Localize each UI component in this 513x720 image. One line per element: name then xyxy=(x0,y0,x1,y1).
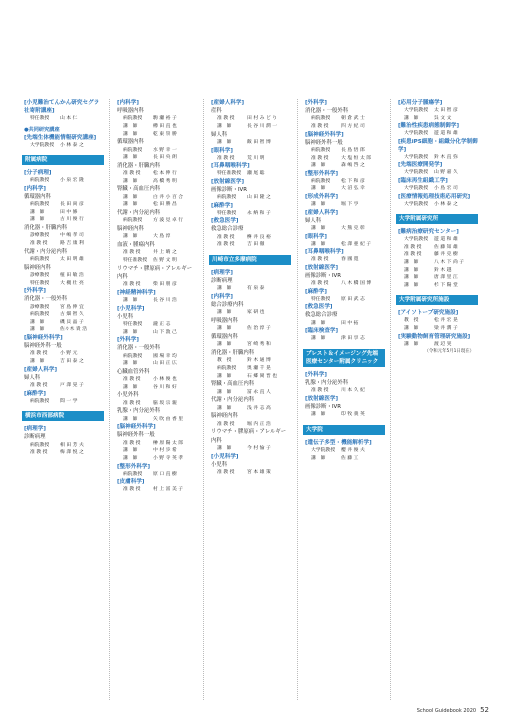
section-title: [形成外科学] xyxy=(305,193,339,200)
subsection-title: 救急総合診療 xyxy=(211,226,244,233)
section-title: [麻酔学] xyxy=(305,288,327,295)
subsection-title: 消化器・一般外科 xyxy=(117,345,161,352)
staff-entry: 特任教授 永 納 和 子 xyxy=(217,210,271,216)
staff-entry: 講 師 高 橋 秀 明 xyxy=(123,178,177,184)
section-title: [整形外科学] xyxy=(117,463,151,470)
staff-entry: 講 師 白 井 小 百 合 xyxy=(123,194,184,200)
staff-entry: 講 師 中 村 歩 希 xyxy=(123,448,177,454)
staff-entry: 病院教授 太 田 明 雄 xyxy=(30,256,84,262)
staff-entry: 大学院教授 遊 道 和 雄 xyxy=(404,131,458,137)
staff-entry: 講 師 樽 田 直 也 xyxy=(123,124,177,129)
staff-entry: 講 師 山 田 正 広 xyxy=(123,361,177,367)
date-note: （令和元年5月1日現在） xyxy=(424,349,474,355)
subsection-title: 消化器・肝臓内科 xyxy=(24,224,68,231)
subsection-title: 画像診断・IVR xyxy=(305,272,341,279)
staff-entry: 准 教 授 荒 川 明 xyxy=(217,155,265,161)
staff-entry: 病院教授 國 場 幸 均 xyxy=(123,353,177,359)
staff-entry: 診療教授 宮 島 伸 宜 xyxy=(30,304,84,310)
staff-entry: 講 師 大 沼 弘 幸 xyxy=(311,186,365,192)
section-title: [アイソトープ研究施設] xyxy=(398,310,459,317)
staff-entry: 講 師 長 田 央 朗 xyxy=(123,155,177,161)
subsection-title: 消化器・一般外科 xyxy=(305,108,349,114)
staff-entry: 講 師 八 木 下 尚 子 xyxy=(404,259,465,265)
staff-entry: 大学院教授 小 林 泰 之 xyxy=(404,201,458,207)
staff-entry: 准 教 授 田 村 み ど り xyxy=(217,116,278,122)
staff-entry: 准 教 授 柴 田 朋 彦 xyxy=(123,282,177,288)
category-bar: 附属病院 xyxy=(22,155,104,165)
subsection-title: 脳神経内科 xyxy=(211,413,238,420)
staff-entry: 講 師 唐 澤 里 江 xyxy=(404,275,458,281)
section-title: [放射線医学] xyxy=(305,395,339,402)
subsection-title: 消化器・肝臓内科 xyxy=(117,162,161,169)
section-title: [産婦人科学] xyxy=(24,366,58,373)
staff-entry: 講 師 磯 貝 晶 子 xyxy=(30,319,84,325)
subsection-title: 代謝・内分泌内科 xyxy=(24,248,68,255)
subsection-title: 救急総合診療 xyxy=(305,312,338,319)
staff-entry: 准 教 授 村 上 富 美 子 xyxy=(123,487,184,493)
section-title: [難治性疾患病態制御学] xyxy=(398,123,460,130)
section-title: [脳神経外科学] xyxy=(24,334,63,341)
staff-entry: 講 師 谷 川 和 好 xyxy=(123,384,177,390)
staff-entry: 病院教授 駒 瀬 裕 子 xyxy=(123,116,177,122)
section-title: [産婦人科学] xyxy=(211,100,245,106)
section-title: [遺伝子多型・機能解析学] xyxy=(305,439,372,446)
section-title: [外科学] xyxy=(305,371,327,378)
subsection-title: 婦人科 xyxy=(211,131,228,138)
subsection-title: 循環器内科 xyxy=(117,139,144,146)
section-title: [小児難治てんかん研究セグラ社寄附講座] xyxy=(24,100,100,114)
staff-entry: 准 教 授 小 野 元 xyxy=(30,351,78,357)
staff-entry: 講 師 杉 下 陽 堂 xyxy=(404,282,458,288)
staff-entry: 准 教 授 小 林 俊 也 xyxy=(123,377,177,383)
section-title: [実験動物飼育管理研究施設] xyxy=(398,333,471,340)
staff-entry: 准 教 授 戸 澤 晃 子 xyxy=(30,382,84,388)
staff-entry: 講 師 松 田 勝 昌 xyxy=(123,202,177,208)
staff-entry: 特任教授 瀧 正 志 xyxy=(123,321,171,327)
subsection-title: 小児科 xyxy=(211,461,228,468)
staff-entry: 病院教授 間 一 学 xyxy=(30,398,78,404)
staff-entry: 准 教 授 榊 原 陽 太 郎 xyxy=(123,440,184,446)
staff-entry: 大学院教授 遊 道 和 雄 xyxy=(404,237,458,243)
staff-entry: 講 師 山 下 敦 己 xyxy=(123,329,177,335)
staff-entry: 講 師 佐 藤 工 xyxy=(311,455,359,461)
subsection-title: 消化器・肝臓内科 xyxy=(211,349,255,356)
staff-entry: 講 師 佐 治 淳 子 xyxy=(217,326,271,332)
section-title: [外科学] xyxy=(117,337,139,344)
section-title: [脳神経外科学] xyxy=(305,131,344,138)
subsection-title: 脳神経内科 xyxy=(117,225,144,232)
subsection-title: リウマチ・膠原病・アレルギー内科 xyxy=(117,265,193,280)
staff-entry: 特任教授 原 田 武 志 xyxy=(311,296,365,302)
staff-entry: 講 師 大 熊 克 彰 xyxy=(311,225,365,231)
staff-entry: 講 師 石 郷 岡 晋 也 xyxy=(217,373,278,379)
staff-entry: 准 教 授 脇 坂 宗 親 xyxy=(123,400,177,406)
staff-entry: 准 教 授 大 塩 恒 太 郎 xyxy=(311,155,372,161)
section-title: [病理学] xyxy=(211,269,233,276)
section-title: [内科学] xyxy=(24,185,46,192)
subsection-title: 腎臓・高血圧内科 xyxy=(211,381,255,388)
staff-entry: 病院教授 古 畑 智 久 xyxy=(30,312,84,318)
section-title: [眼科学] xyxy=(211,147,233,154)
subsection-title: 呼吸器内科 xyxy=(117,108,144,114)
subsection-title: 循環器内科 xyxy=(24,193,51,200)
staff-entry: 講 師 森 嶋 啓 之 xyxy=(311,163,365,169)
section-title: [医療情報処理技術応用研究] xyxy=(398,193,471,200)
section-title: [皮膚科学] xyxy=(117,479,145,486)
footer-text: School Guidebook 2020 xyxy=(416,708,477,714)
staff-entry: 大学院教授 小 林 泰 之 xyxy=(30,142,84,148)
staff-entry: 病院教授 松 下 和 彦 xyxy=(311,178,365,184)
page-number: 52 xyxy=(480,706,489,714)
staff-entry: 講 師 今 村 愉 子 xyxy=(217,445,271,451)
staff-entry: 講 師 家 研 也 xyxy=(217,310,265,316)
subsection-title: 脳神経内科 xyxy=(24,264,51,271)
staff-entry: 病院教授 水 野 幸 一 xyxy=(123,147,177,153)
staff-entry: 准 教 授 桝 井 良 裕 xyxy=(217,234,271,240)
staff-entry: 教 授 松 井 宏 晃 xyxy=(404,318,458,324)
column-2 xyxy=(115,99,197,494)
staff-entry: 病院教授 相 田 芳 夫 xyxy=(30,442,84,448)
section-title: [麻酔学] xyxy=(211,202,233,209)
section-title: [難病治療研究センター] xyxy=(398,229,459,236)
staff-entry: 大学院教授 櫻 井 俊 夫 xyxy=(311,447,365,453)
subsection-title: 呼吸器内科 xyxy=(211,317,238,324)
staff-entry: 講 師 渡 辺 実 xyxy=(404,341,452,347)
staff-entry: 准 教 授 堀 内 正 浩 xyxy=(217,421,271,427)
staff-entry: 講 師 長 谷 川 浩 xyxy=(123,297,177,303)
column-3 xyxy=(209,99,291,477)
section-title: [外科学] xyxy=(24,288,46,295)
staff-entry: 病院教授 小 泉 宏 隆 xyxy=(30,178,84,184)
subsection-title: 小児科 xyxy=(117,313,134,320)
section-title: [外科学] xyxy=(305,100,327,106)
category-bar: ブレスト＆イメージング先端医療センター附属クリニック xyxy=(303,349,385,367)
staff-entry: 病院教授 奥 瀬 千 晃 xyxy=(217,365,271,371)
subsection-title: 消化器・一般外科 xyxy=(24,296,68,303)
staff-entry: 病院教授 長 田 尚 彦 xyxy=(30,202,84,208)
section-title: [救急医学] xyxy=(211,218,239,225)
staff-entry: 病院教授 長 島 悟 郎 xyxy=(311,148,365,153)
section-title: [小児科学] xyxy=(117,305,145,312)
staff-entry: 講 師 松 澤 亜 紀 子 xyxy=(311,241,372,247)
staff-entry: 講 師 古 川 俊 行 xyxy=(30,217,84,223)
staff-entry: 講 師 冨 永 直 人 xyxy=(217,389,271,395)
subsection-title: 脳神経外科一般 xyxy=(305,139,343,146)
staff-entry: 病院教授 原 口 直 樹 xyxy=(123,471,177,477)
subsection-title: 代謝・内分泌内科 xyxy=(117,209,161,216)
staff-entry: 講 師 田 中 拓 xyxy=(311,320,359,326)
subsection-title: 画像診断・IVR xyxy=(211,186,247,193)
category-bar: 大学附属研究所施設 xyxy=(396,295,478,305)
column-5 xyxy=(396,99,478,356)
staff-entry: 講 師 宮 崎 秀 和 xyxy=(217,342,271,348)
section-title: [耳鼻咽喉科学] xyxy=(305,249,344,256)
subsection-title: 小児外科 xyxy=(117,392,139,399)
staff-entry: 講 師 有 泉 泰 xyxy=(217,286,265,292)
staff-entry: 講 師 吉 田 泰 之 xyxy=(30,358,84,364)
page-footer xyxy=(417,706,489,714)
subsection-title: 代謝・内分泌内科 xyxy=(211,397,255,404)
staff-entry: 准 教 授 路 吉 康 利 xyxy=(30,240,84,246)
staff-entry: 特任教授 山 本 仁 xyxy=(30,116,78,121)
staff-entry: 特任准教授 佐 野 文 明 xyxy=(123,257,177,263)
section-title: [脳神経外科学] xyxy=(117,424,156,431)
section-title: [先端医療開発学] xyxy=(398,162,443,169)
staff-entry: 准 教 授 藤 井 克 樹 xyxy=(404,252,458,258)
category-bar: 川崎市立多摩病院 xyxy=(209,255,291,265)
subsection-title: 婦人科 xyxy=(24,374,41,381)
section-title: [疾患iPS細胞・組織分化学制御学] xyxy=(398,138,478,153)
staff-entry: 准 教 授 八 木 橋 国 博 xyxy=(311,281,372,287)
staff-entry: 准 教 授 梅 澤 悦 之 xyxy=(30,450,84,456)
section-title: [内科学] xyxy=(211,293,233,300)
staff-entry: 准 教 授 川 本 久 紀 xyxy=(311,388,365,394)
subsection-title: 循環器内科 xyxy=(211,333,238,340)
subsection-title: 婦人科 xyxy=(305,217,322,224)
staff-entry: 大学院教授 鈴 木 直 弥 xyxy=(404,154,458,160)
section-title: [眼科学] xyxy=(305,233,327,240)
column-1 xyxy=(22,99,104,457)
category-bar: 大学院 xyxy=(303,425,385,435)
section-title: [産婦人科学] xyxy=(305,209,339,216)
staff-entry: 病院教授 山 田 隆 之 xyxy=(217,195,271,201)
staff-entry: 准 教 授 四 方 紀 司 xyxy=(311,124,365,129)
staff-entry: 講 師 梁 井 潤 子 xyxy=(404,325,458,331)
staff-entry: 准 教 授 佐 藤 知 雄 xyxy=(404,244,458,250)
section-title: [耳鼻咽喉科学] xyxy=(211,163,250,170)
staff-entry: 講 師 大 島 淳 xyxy=(123,234,171,240)
column-4 xyxy=(303,99,385,462)
subsection-title: 腎臓・高血圧内科 xyxy=(117,186,161,193)
section-title: [臨床検査学] xyxy=(305,328,339,335)
section-title: [小児科学] xyxy=(211,453,239,460)
section-title: [臨床再生組織工学] xyxy=(398,177,448,184)
subsection-title: 乳腺・内分泌外科 xyxy=(117,408,161,415)
staff-entry: 講 師 乾 東 崇 勝 xyxy=(123,131,177,137)
section-title: [内科学] xyxy=(117,100,139,106)
staff-entry: 准 教 授 井 上 晴 之 xyxy=(123,250,177,256)
staff-entry: 講 師 呉 文 文 xyxy=(404,115,452,121)
staff-entry: 講 師 印 牧 義 英 xyxy=(311,412,365,418)
staff-entry: 講 師 飯 田 智 博 xyxy=(217,140,271,145)
staff-entry: 特任准教授 瀬 尾 聡 xyxy=(217,171,265,177)
staff-entry: 准 教 授 春 國 寛 xyxy=(311,257,359,263)
staff-entry: 病院教授 朝 倉 武 士 xyxy=(311,116,365,122)
section-title: [救急医学] xyxy=(305,304,333,311)
bullet-heading: ●共同研究講座 xyxy=(24,126,60,133)
section-title: [放射線医学] xyxy=(305,264,339,271)
section-title: [分子病理] xyxy=(24,170,52,177)
subsection-title: 画像診断・IVR xyxy=(305,403,341,410)
staff-entry: 講 師 田 中 修 xyxy=(30,209,78,215)
subsection-title: 産科 xyxy=(211,108,222,114)
subsection-title: リウマチ・膠原病・アレルギー内科 xyxy=(211,429,287,444)
staff-entry: 講 師 佐々木 貴 浩 xyxy=(30,327,88,333)
subsection-title: 脳神経外科一般 xyxy=(24,342,62,349)
subsection-title: 血液・腫瘍内科 xyxy=(117,241,155,248)
staff-entry: 大学院教授 山 野 嘉 久 xyxy=(404,170,458,176)
section-title: [神経精神科学] xyxy=(117,289,156,296)
subsection-title: 脳神経外科一般 xyxy=(117,432,155,439)
section-title: [病理学] xyxy=(24,426,46,433)
staff-entry: 講 師 小 野 寺 英 孝 xyxy=(123,455,184,461)
staff-entry: 講 師 堀 下 亨 xyxy=(311,201,359,207)
staff-entry: 特任教授 大 槻 壮 亮 xyxy=(30,280,84,286)
staff-entry: 大学院教授 太 田 智 彦 xyxy=(404,108,458,113)
section-title: [先端生体機能情報研究講座] xyxy=(24,134,97,141)
staff-entry: 講 師 津 田 享 志 xyxy=(311,336,365,342)
section-title: [整形外科学] xyxy=(305,170,339,177)
staff-entry: 講 師 鈴 木 越 xyxy=(404,267,452,273)
staff-entry: 診療教授 中 嶋 孝 司 xyxy=(30,233,84,239)
subsection-title: 診断病理 xyxy=(211,277,233,284)
staff-entry: 講 師 矢 吹 由 香 里 xyxy=(123,416,184,422)
staff-entry: 講 師 浅 井 志 高 xyxy=(217,405,271,411)
staff-entry: 講 師 長 谷 川 潤 一 xyxy=(217,124,278,129)
staff-entry: 診療教授 植 田 敏 浩 xyxy=(30,272,84,278)
category-bar: 大学附属研究所 xyxy=(396,214,478,224)
section-title: [放射線医学] xyxy=(211,178,245,185)
staff-entry: 病院教授 方 波 見 卓 行 xyxy=(123,218,184,224)
staff-entry: 准 教 授 松 本 伸 行 xyxy=(123,171,177,177)
subsection-title: 診断病理 xyxy=(24,434,46,441)
staff-entry: 教 授 鈴 木 通 博 xyxy=(217,358,271,364)
staff-entry: 大学院教授 小 島 宏 司 xyxy=(404,185,458,191)
category-bar: 横浜市西部病院 xyxy=(22,411,104,421)
staff-entry: 准 教 授 宮 本 雄 策 xyxy=(217,469,271,475)
staff-entry: 准 教 授 吉 田 徹 xyxy=(217,242,265,248)
section-title: [応用分子腫瘍学] xyxy=(398,100,443,106)
section-title: [麻酔学] xyxy=(24,390,46,397)
subsection-title: 心臓血管外科 xyxy=(117,368,150,375)
subsection-title: 乳腺・内分泌外科 xyxy=(305,379,349,386)
subsection-title: 総合診療内科 xyxy=(211,301,244,308)
